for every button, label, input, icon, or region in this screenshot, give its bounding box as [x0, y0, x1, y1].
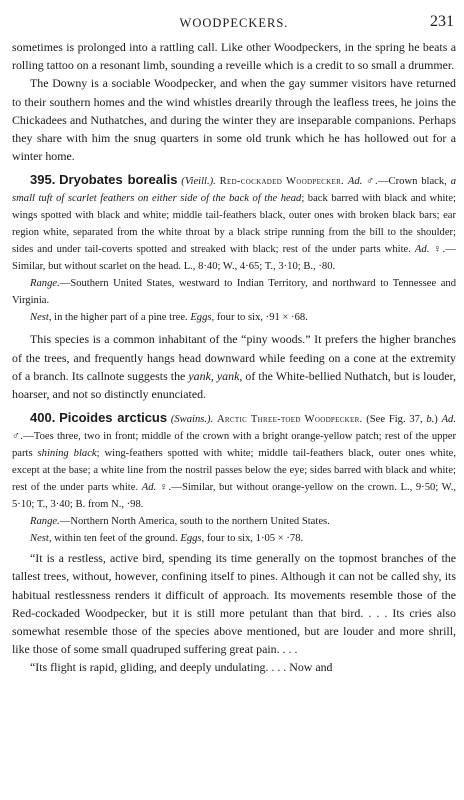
eggs-text: four to six, ·91 × ·68. [214, 312, 308, 324]
description-italic: shining black [37, 448, 97, 460]
account-yank: yank, yank, [188, 368, 243, 383]
species-400-quote-1: “It is a restless, active bird, spending its time generally on the topmost branches of the tallest trees, without, however, confining itself to pines. Although it can not be called shy, its habitual restlessness renders it difficult of approach. Its movements resemble those of the Red-cockaded Woodpecker, but it is still more petulant than that bird. . . . Its cries also somewhat resemble those of the species above mentioned, but are louder and more shrill, like those of some small quadruped suffering great pain. . . . [12, 551, 456, 657]
account-text-a: This species is a common inhabitant of the “piny woods.” It prefers the higher branches of the trees, and frequently hangs head downward while feeding on a cone at the extremity of a branch. Its callnote suggests the [12, 332, 456, 383]
figure-reference: (See Fig. 37, [362, 414, 427, 426]
species-number: 400. [30, 410, 56, 426]
nest-label: Nest, [30, 312, 52, 324]
description-italic: a small tuft of scarlet feathers on either side of the back of the head [12, 176, 456, 205]
eggs-label: Eggs, [190, 312, 215, 324]
ad-female-label: Ad. ♀. [141, 482, 172, 494]
species-common-name: Arctic Three-toed Woodpecker. [216, 414, 363, 426]
eggs-label: Eggs, [180, 533, 205, 545]
description-text-b: ; back barred with black and white; wings spotted with black and white; middle tail-feathers black, outer ones with broken black bars; ear region white, separated from the white throat by a black stripe running from the bill to the shoulder; sides and under tail-coverts spotted and streaked with black; rest of the under parts white. [12, 193, 456, 256]
page-header [12, 8, 456, 38]
nest-text: in the higher part of a pine tree. [51, 312, 191, 324]
species-395-range [12, 275, 456, 309]
running-head: WOODPECKERS. [179, 16, 289, 30]
nest-label: Nest, [30, 533, 52, 545]
species-395-nest [12, 309, 456, 326]
page-number: 231 [430, 13, 454, 30]
range-text: —Northern North America, south to the northern United States. [59, 516, 330, 528]
nest-text: within ten feet of the ground. [51, 533, 181, 545]
ad-male-label: Ad. ♂. [347, 176, 378, 188]
species-scientific-name: Dryobates borealis [59, 172, 178, 188]
species-400-quote-2: “Its flight is rapid, gliding, and deeply undulating. . . . Now and [30, 660, 333, 675]
species-entry-395 [12, 171, 456, 403]
species-entry-400 [12, 409, 456, 676]
eggs-text: four to six, 1·05 × ·78. [204, 533, 304, 545]
description-text-c: —Similar, but without orange-yellow on the crown. L., 9·50; W., 5·10; T., 3·40; B. from N., ·98. [12, 482, 456, 511]
intro-paragraph-2: The Downy is a sociable Woodpecker, and when the gay summer visitors have returned to their southern homes and the wind whistles drearily through the leafless trees, he joins the Chickadees and Nuthatches, and during the winter they are inseparable companions. Perhaps they share with him the snug quarters in some old trunk which he has hollowed out for a winter home. [12, 76, 456, 164]
description-text-a: —Crown black, [377, 176, 451, 188]
account-text-b: of the White-bellied Nuthatch, but is louder, hoarser, and not so distinctly enunciated. [12, 368, 457, 402]
species-395-description [12, 171, 456, 275]
intro-paragraph-1: sometimes is prolonged into a rattling call. Like other Woodpeckers, in the spring he beats a rolling tattoo on a resonant limb, sounding a reveille which is a credit to so small a drummer. [12, 40, 456, 73]
species-400-description [12, 409, 456, 513]
description-text-b: ; wing-feathers spotted with white; middle tail-feathers black, outer ones white, except at the base; a white line from the nostril passes below the eye; sides barred with black and white; rest of the under parts white. [12, 448, 456, 494]
ad-male-label: Ad. ♂. [12, 414, 456, 443]
ad-female-label: Ad. ♀. [414, 244, 446, 256]
figure-letter: b. [426, 414, 435, 426]
species-395-account [12, 330, 456, 403]
species-common-name: Red-cockaded Woodpecker. [219, 176, 345, 188]
range-label: Range. [30, 516, 60, 528]
species-authority: (Vieill.). [181, 176, 216, 188]
species-scientific-name: Picoides arcticus [59, 410, 168, 426]
species-number: 395. [30, 172, 56, 188]
range-text: —Southern United States, westward to Indian Territory, and northward to Tennessee and Virginia. [12, 278, 456, 307]
species-400-nest [12, 530, 456, 547]
figure-close: ) [434, 414, 442, 426]
species-400-range [12, 513, 456, 530]
species-authority: (Swains.). [170, 414, 214, 426]
description-text-a: —Toes three, two in front; middle of the crown with a bright orange-yellow patch; rest of the upper parts [12, 431, 456, 460]
range-label: Range. [30, 278, 60, 290]
description-text-c: —Similar, but without scarlet on the head. L., 8·40; W., 4·65; T., 3·10; B., ·80. [12, 244, 456, 273]
